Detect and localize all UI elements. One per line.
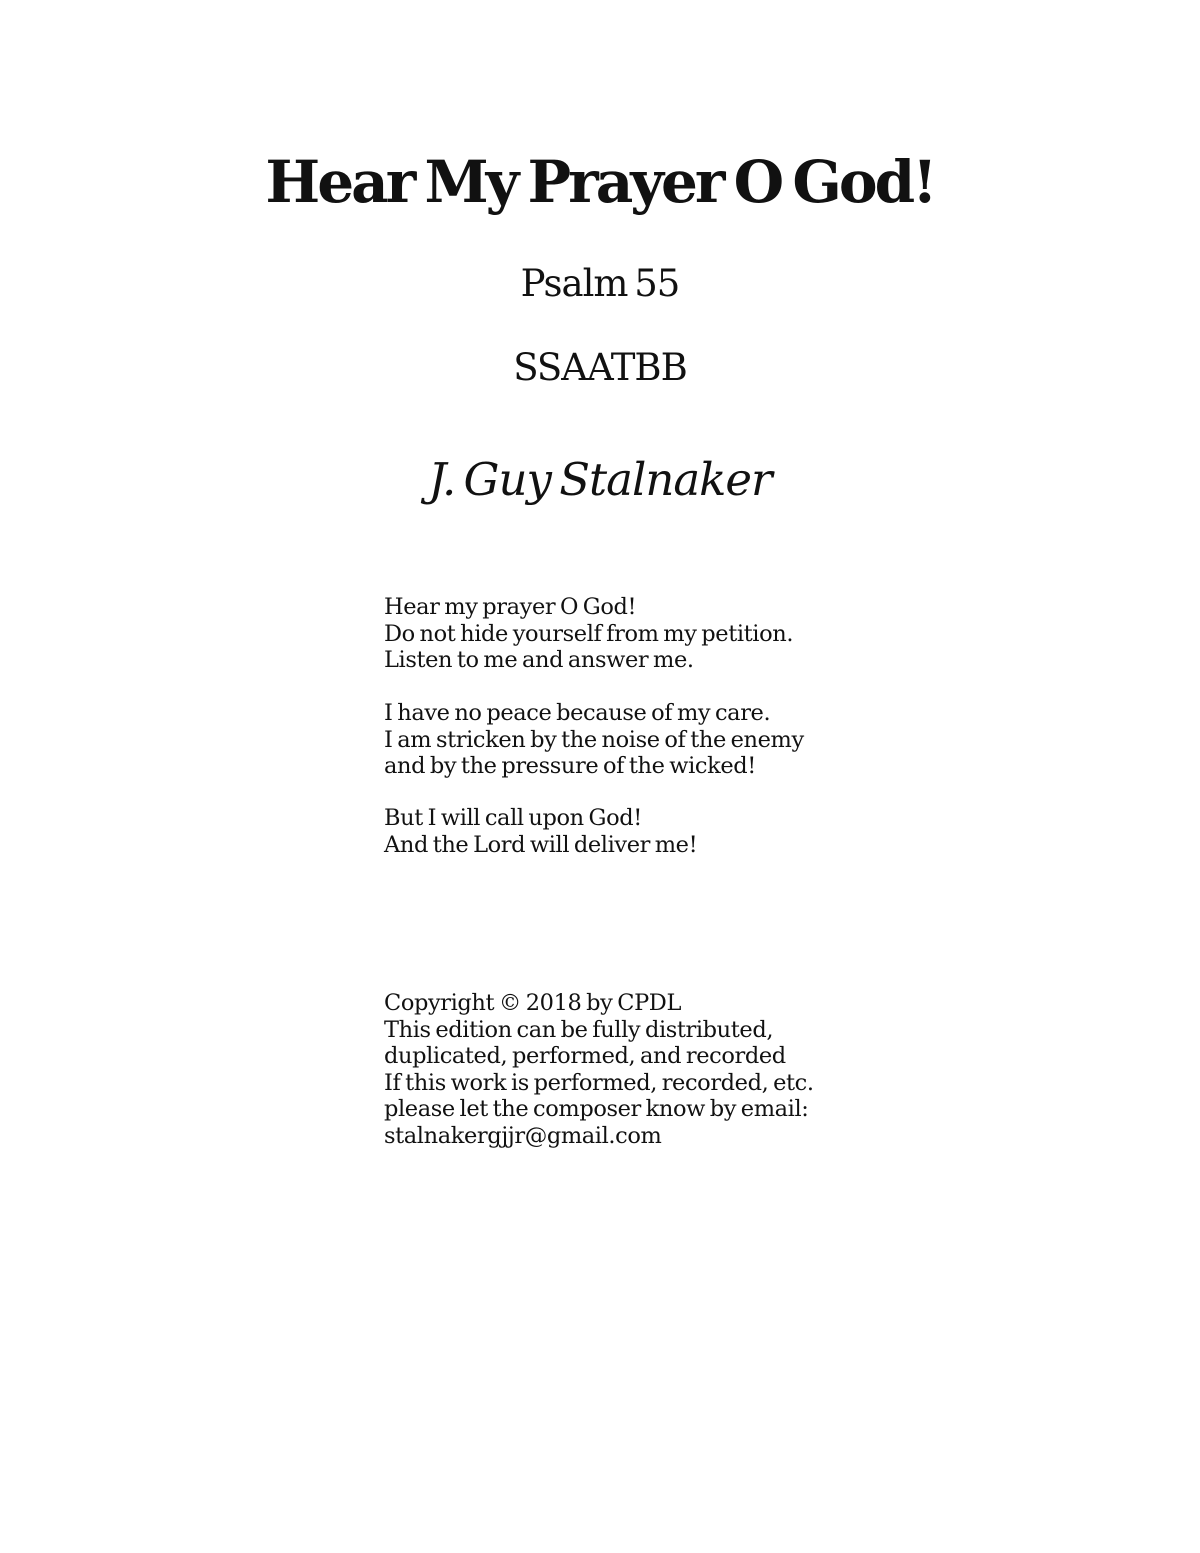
work-title: Hear My Prayer O God!: [265, 148, 935, 216]
copyright-line: This edition can be fully distributed,: [384, 1016, 774, 1043]
copyright-line: duplicated, performed, and recorded: [384, 1043, 786, 1069]
copyright-line: Copyright © 2018 by CPDL: [384, 990, 681, 1016]
composer-name: J. Guy Stalnaker: [428, 453, 772, 506]
copyright-line: please let the composer know by email:: [384, 1096, 809, 1122]
text-stanza-2: [384, 700, 904, 780]
stanza-line: Listen to me and answer me.: [384, 647, 694, 673]
stanza-line: But I will call upon God!: [384, 805, 642, 831]
copyright-notice: [384, 990, 904, 1149]
text-stanza-1: [384, 594, 904, 674]
stanza-line: Hear my prayer O God!: [384, 594, 637, 620]
text-stanza-3: [384, 805, 904, 858]
stanza-line: I am stricken by the noise of the enemy: [384, 726, 804, 753]
voicing-label: SSAATBB: [513, 346, 687, 389]
stanza-line: I have no peace because of my care.: [384, 700, 771, 726]
stanza-line: Do not hide yourself from my petition.: [384, 620, 794, 647]
stanza-line: and by the pressure of the wicked!: [384, 753, 756, 779]
email-address[interactable]: stalnakergjjr@gmail.com: [384, 1122, 662, 1149]
psalm-subtitle: Psalm 55: [520, 262, 680, 305]
stanza-line: And the Lord will deliver me!: [384, 831, 698, 858]
copyright-line: If this work is performed, recorded, etc.: [384, 1069, 814, 1096]
